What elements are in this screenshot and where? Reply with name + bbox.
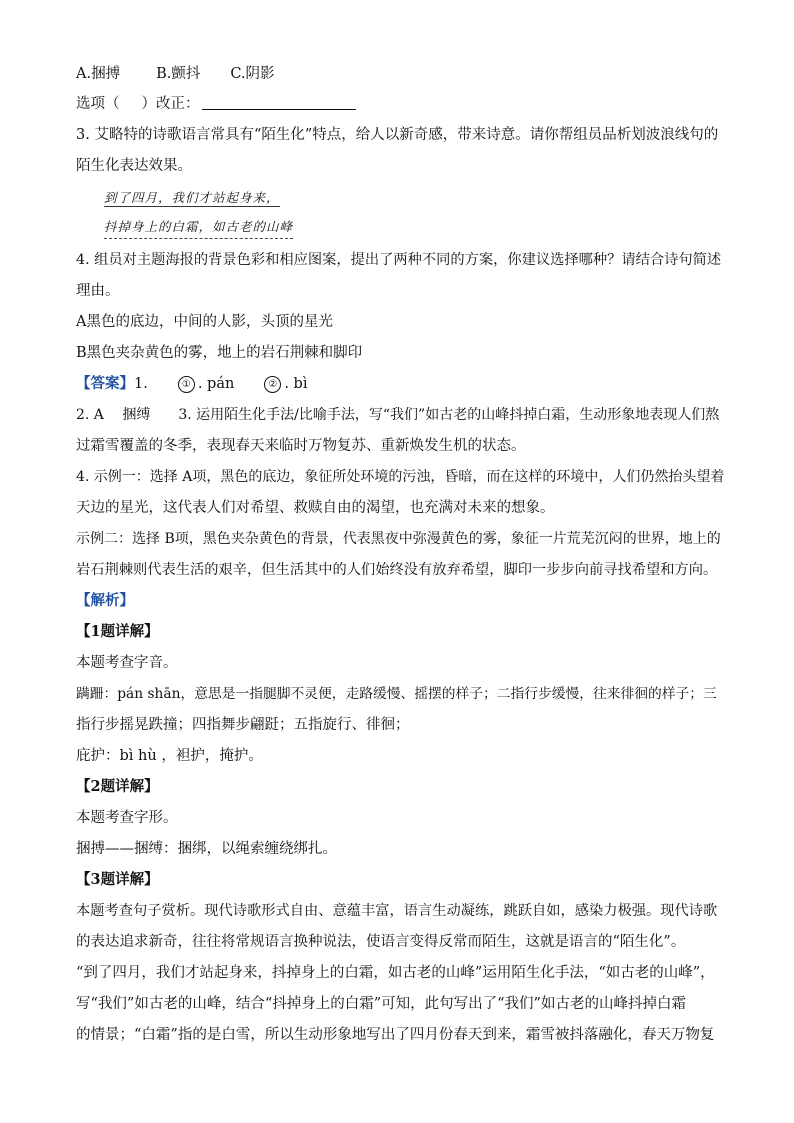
- q3-line1: 3. 艾略特的诗歌语言常具有“陌生化”特点，给人以新奇感，带来诗意。请你帮组员品析划波浪线句的: [76, 127, 719, 143]
- answer-num: 1.: [134, 376, 148, 392]
- q4-option-a: A黑色的底边，中间的人影，头顶的星光: [76, 314, 333, 330]
- poem-text-2-wavy: 抖掉身上的白霜，如古老的山峰: [104, 217, 293, 239]
- section-1-line4: 庇护：bì hù ，袒护，掩护。: [76, 748, 263, 764]
- option-a: A.捆搏: [76, 66, 121, 82]
- section-2-line2: 捆搏——捆缚：捆绑，以绳索缠绕绑扎。: [76, 841, 337, 857]
- section-3-line3: “到了四月，我们才站起身来，抖掉身上的白霜，如古老的山峰”运用陌生化手法，“如古老的山峰”，: [76, 965, 715, 981]
- fix-prefix: 选项（: [76, 96, 120, 112]
- answer-line5: 天边的星光，这代表人们对希望、救赎自由的渴望，也充满对未来的想象。: [76, 500, 555, 516]
- answer-tag: 【答案】: [76, 375, 134, 392]
- answer-blank[interactable]: [202, 95, 356, 110]
- poem-line-2: [104, 217, 293, 239]
- answer-line2: 2. A 捆缚 3. 运用陌生化手法/比喻手法，写“我们”如古老的山峰抖掉白霜，生动形象地表现人们熬: [76, 407, 720, 423]
- section-1-line3: 指行步摇晃跌撞；四指舞步翩跹；五指旋行、徘徊；: [76, 717, 410, 733]
- answer-line4: 4. 示例一：选择 A项，黑色的底边，象征所处环境的污浊，昏暗，而在这样的环境中，人们仍然抬头望着: [76, 469, 725, 485]
- answer-line7: 岩石荆棘则代表生活的艰辛，但生活其中的人们始终没有放弃希望，脚印一步步向前寻找希望和方向。: [76, 562, 718, 578]
- section-3-line4: 写“我们”如古老的山峰，结合“抖掉身上的白霜”可知，此句写出了“我们”如古老的山峰抖掉白霜: [76, 996, 686, 1012]
- section-3-line5: 的情景；“白霜”指的是白雪，所以生动形象地写出了四月份春天到来，霜雪被抖落融化，春天万物复: [76, 1027, 715, 1043]
- section-3-heading: 【3题详解】: [76, 871, 159, 888]
- analysis-tag: 【解析】: [76, 592, 134, 609]
- section-1-heading: 【1题详解】: [76, 623, 159, 640]
- section-3-line1: 本题考查句子赏析。现代诗歌形式自由、意蕴丰富，语言生动凝练，跳跃自如，感染力极强。现代诗歌: [76, 903, 718, 919]
- options-line: [76, 64, 275, 84]
- poem-line-1: [104, 188, 280, 208]
- section-1-line1: 本题考查字音。: [76, 655, 178, 671]
- circled-two-icon: ②: [264, 376, 281, 393]
- fix-line: [76, 94, 356, 114]
- answer-line1: [76, 374, 307, 394]
- option-c: C.阴影: [230, 66, 275, 82]
- option-b: B.颤抖: [156, 66, 201, 82]
- circled-one-icon: ①: [178, 376, 195, 393]
- q4-line1: 4. 组员对主题海报的背景色彩和相应图案，提出了两种不同的方案，你建议选择哪种？请结合诗句简述: [76, 252, 722, 268]
- pinyin-2: . bì: [284, 376, 308, 392]
- answer-line6: 示例二：选择 B项，黑色夹杂黄色的背景，代表黑夜中弥漫黄色的雾，象征一片荒芜沉闷的世界，地上的: [76, 531, 721, 547]
- section-3-line2: 的表达追求新奇，往往将常规语言换种说法，使语言变得反常而陌生，这就是语言的“陌生化”。: [76, 934, 686, 950]
- pinyin-1: . pán: [197, 376, 235, 392]
- section-1-line2: 蹒跚：pán shān，意思是一指腿脚不灵便，走路缓慢、摇摆的样子；二指行步缓慢，往来徘徊的样子；三: [76, 686, 717, 702]
- section-2-line1: 本题考查字形。: [76, 810, 178, 826]
- poem-text-1: 到了四月，我们才站起身来，: [104, 190, 280, 205]
- q4-line2: 理由。: [76, 283, 120, 299]
- fix-middle: ）改正：: [141, 96, 200, 112]
- section-2-heading: 【2题详解】: [76, 778, 159, 795]
- q4-option-b: B黑色夹杂黄色的雾，地上的岩石荆棘和脚印: [76, 345, 363, 361]
- answer-line3: 过霜雪覆盖的冬季，表现春天来临时万物复苏、重新焕发生机的状态。: [76, 438, 526, 454]
- q3-line2: 陌生化表达效果。: [76, 158, 192, 174]
